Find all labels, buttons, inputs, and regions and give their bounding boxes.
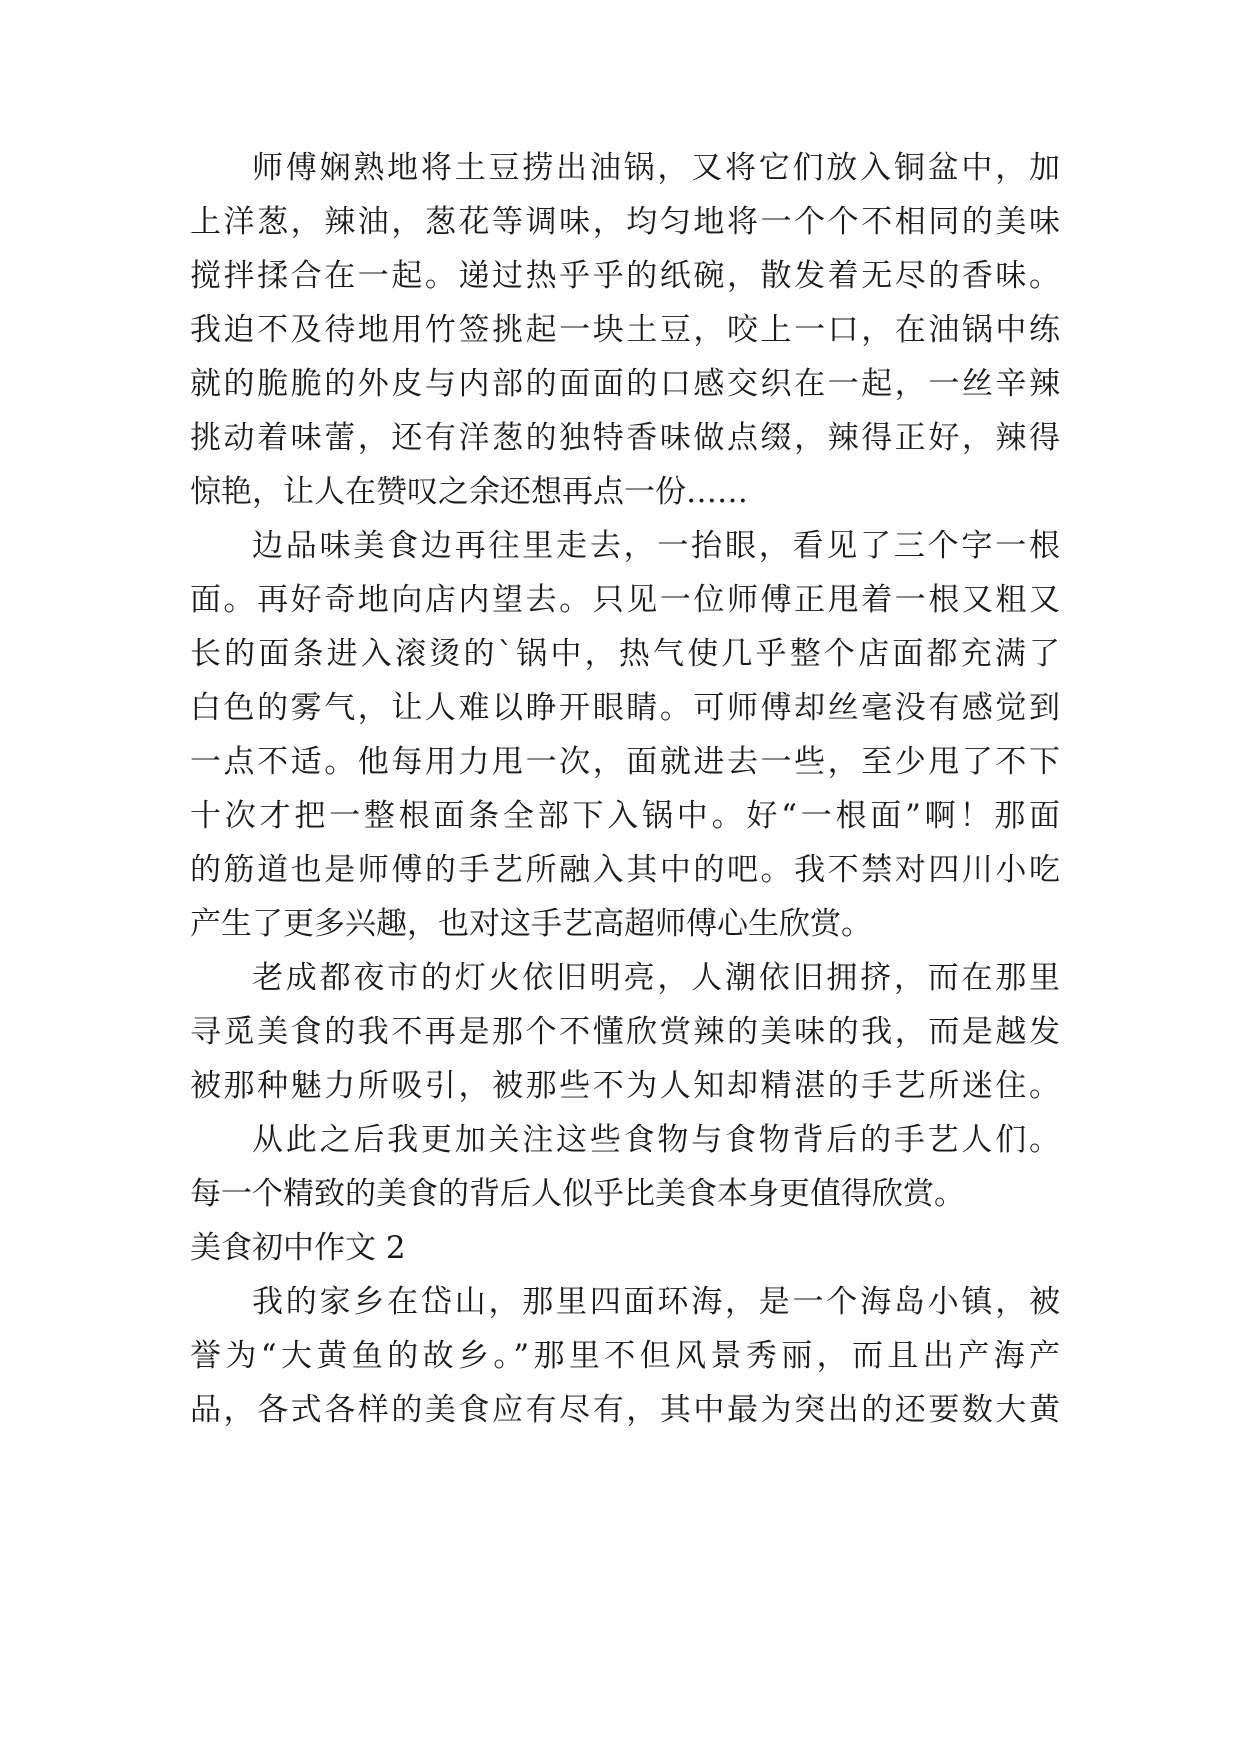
paragraph-line: 长的面条进入滚烫的`锅中，热气使几乎整个店面都充满了 [190, 636, 1060, 672]
paragraph-line: 就的脆脆的外皮与内部的面面的口感交织在一起，一丝辛辣 [190, 366, 1060, 402]
paragraph-line: 誉为“大黄鱼的故乡。”那里不但风景秀丽，而且出产海产 [190, 1338, 1060, 1374]
paragraph-line: 搅拌揉合在一起。递过热乎乎的纸碗，散发着无尽的香味。 [190, 258, 1060, 294]
paragraph-line: 从此之后我更加关注这些食物与食物背后的手艺人们。 [252, 1122, 1060, 1158]
paragraph-line: 白色的雾气，让人难以睁开眼睛。可师傅却丝毫没有感觉到 [190, 690, 1060, 726]
paragraph-line: 边品味美食边再往里走去，一抬眼，看见了三个字一根 [252, 528, 1060, 564]
paragraph-line: 产生了更多兴趣，也对这手艺高超师傅心生欣赏。 [190, 906, 872, 942]
paragraph-line: 上洋葱，辣油，葱花等调味，均匀地将一个个不相同的美味 [190, 204, 1060, 240]
paragraph-line: 我迫不及待地用竹签挑起一块土豆，咬上一口，在油锅中练 [190, 312, 1060, 348]
paragraph-line: 面。再好奇地向店内望去。只见一位师傅正甩着一根又粗又 [190, 582, 1060, 618]
paragraph-line: 我的家乡在岱山，那里四面环海，是一个海岛小镇，被 [252, 1284, 1060, 1320]
paragraph-line: 每一个精致的美食的背后人似乎比美食本身更值得欣赏。 [190, 1176, 965, 1212]
paragraph-line: 被那种魅力所吸引，被那些不为人知却精湛的手艺所迷住。 [190, 1068, 1060, 1104]
paragraph-line: 一点不适。他每用力甩一次，面就进去一些，至少甩了不下 [190, 744, 1060, 780]
section-heading: 美食初中作文 2 [190, 1230, 406, 1266]
paragraph-line: 挑动着味蕾，还有洋葱的独特香味做点缀，辣得正好，辣得 [190, 420, 1060, 456]
paragraph-line: 师傅娴熟地将土豆捞出油锅，又将它们放入铜盆中，加 [252, 150, 1060, 186]
paragraph-line: 老成都夜市的灯火依旧明亮，人潮依旧拥挤，而在那里 [252, 960, 1060, 996]
paragraph-line: 寻觅美食的我不再是那个不懂欣赏辣的美味的我，而是越发 [190, 1014, 1060, 1050]
paragraph-line: 品，各式各样的美食应有尽有，其中最为突出的还要数大黄 [190, 1392, 1060, 1428]
paragraph-line: 十次才把一整根面条全部下入锅中。好“一根面”啊！那面 [190, 798, 1060, 834]
paragraph-line: 的筋道也是师傅的手艺所融入其中的吧。我不禁对四川小吃 [190, 852, 1060, 888]
paragraph-line: 惊艳，让人在赞叹之余还想再点一份…… [190, 474, 748, 510]
